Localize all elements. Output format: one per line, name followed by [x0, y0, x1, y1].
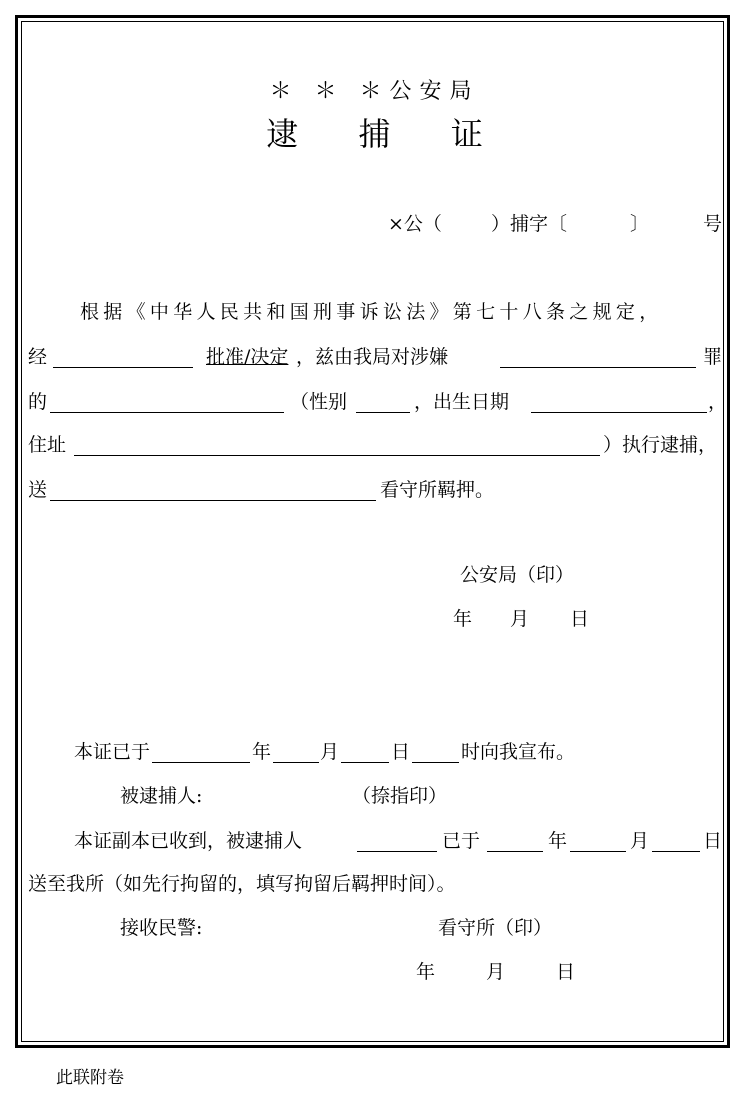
- approve-decide-text: 批准/决定: [206, 346, 289, 368]
- seal-month: 月: [510, 608, 530, 630]
- address-field[interactable]: [74, 455, 600, 456]
- seal-year: 年: [453, 608, 473, 630]
- crime-field[interactable]: [500, 367, 696, 368]
- receipt-month-field[interactable]: [570, 851, 626, 852]
- receipt-year-field[interactable]: [487, 851, 543, 852]
- receipt-start: 本证副本已收到，被逮捕人: [74, 830, 303, 852]
- gender-label: （性别: [290, 391, 348, 413]
- gender-field[interactable]: [356, 412, 410, 413]
- document-title: [0, 114, 749, 154]
- receipt-seal-day: 日: [556, 961, 576, 983]
- doc-number-close: 〕: [630, 213, 650, 235]
- body-line-1: 根据《中华人民共和国刑事诉讼法》第七十八条之规定，: [80, 301, 663, 323]
- doc-number-mid: ）捕字〔: [491, 213, 568, 235]
- body-line-3-end: ，: [708, 391, 728, 413]
- body-line-3-start: 的: [28, 391, 48, 413]
- copy-note: 此联附卷: [56, 1068, 124, 1088]
- receipt-seal-year: 年: [416, 961, 436, 983]
- receipt-day-label: 日: [703, 830, 723, 852]
- doc-number-suffix: 号: [703, 213, 723, 235]
- announce-year-field[interactable]: [152, 762, 250, 763]
- receipt-line-2: 送至我所（如先行拘留的，填写拘留后羁押时间）。: [28, 873, 456, 895]
- seal-day: 日: [570, 608, 590, 630]
- detention-center-seal: 看守所（印）: [438, 917, 553, 939]
- birthdate-field[interactable]: [531, 412, 707, 413]
- announce-start: 本证已于: [74, 741, 151, 763]
- announce-month-label: 月: [320, 741, 340, 763]
- receiving-officer-label: 接收民警:: [120, 917, 203, 939]
- title-char: 证: [450, 115, 483, 153]
- receipt-arrestee-field[interactable]: [357, 851, 437, 852]
- receipt-seal-month: 月: [486, 961, 506, 983]
- body-line-2-end: 罪: [703, 346, 723, 368]
- body-line-5-end: 看守所羁押。: [380, 479, 495, 501]
- police-bureau-seal: 公安局（印）: [460, 564, 575, 586]
- body-line-2-mid: ，兹由我局对涉嫌: [296, 346, 449, 368]
- approver-field[interactable]: [53, 367, 193, 368]
- issuing-authority: ＊ ＊ ＊公安局: [269, 79, 480, 104]
- title-char: 逮: [266, 115, 299, 153]
- birthdate-label: ，出生日期: [414, 391, 510, 413]
- arrestee-label: 被逮捕人:: [120, 785, 203, 807]
- receipt-month-label: 月: [630, 830, 650, 852]
- body-line-5-start: 送: [28, 479, 48, 501]
- receipt-day-field[interactable]: [652, 851, 700, 852]
- doc-number-prefix: ×公（: [388, 213, 442, 235]
- body-line-4-end: ）执行逮捕，: [603, 434, 718, 456]
- announce-end: 时向我宣布。: [461, 741, 576, 763]
- detention-center-field[interactable]: [50, 500, 376, 501]
- suspect-name-field[interactable]: [50, 412, 284, 413]
- address-label: 住址: [28, 434, 67, 456]
- announce-day-field[interactable]: [341, 762, 389, 763]
- body-line-2-start: 经: [28, 346, 48, 368]
- announce-year-label: 年: [252, 741, 272, 763]
- announce-hour-field[interactable]: [412, 762, 459, 763]
- receipt-year-label: 年: [548, 830, 568, 852]
- fingerprint-label: （捺指印）: [352, 785, 448, 807]
- announce-day-label: 日: [391, 741, 411, 763]
- announce-month-field[interactable]: [273, 762, 319, 763]
- title-char: 捕: [358, 115, 391, 153]
- receipt-mid: 已于: [442, 830, 481, 852]
